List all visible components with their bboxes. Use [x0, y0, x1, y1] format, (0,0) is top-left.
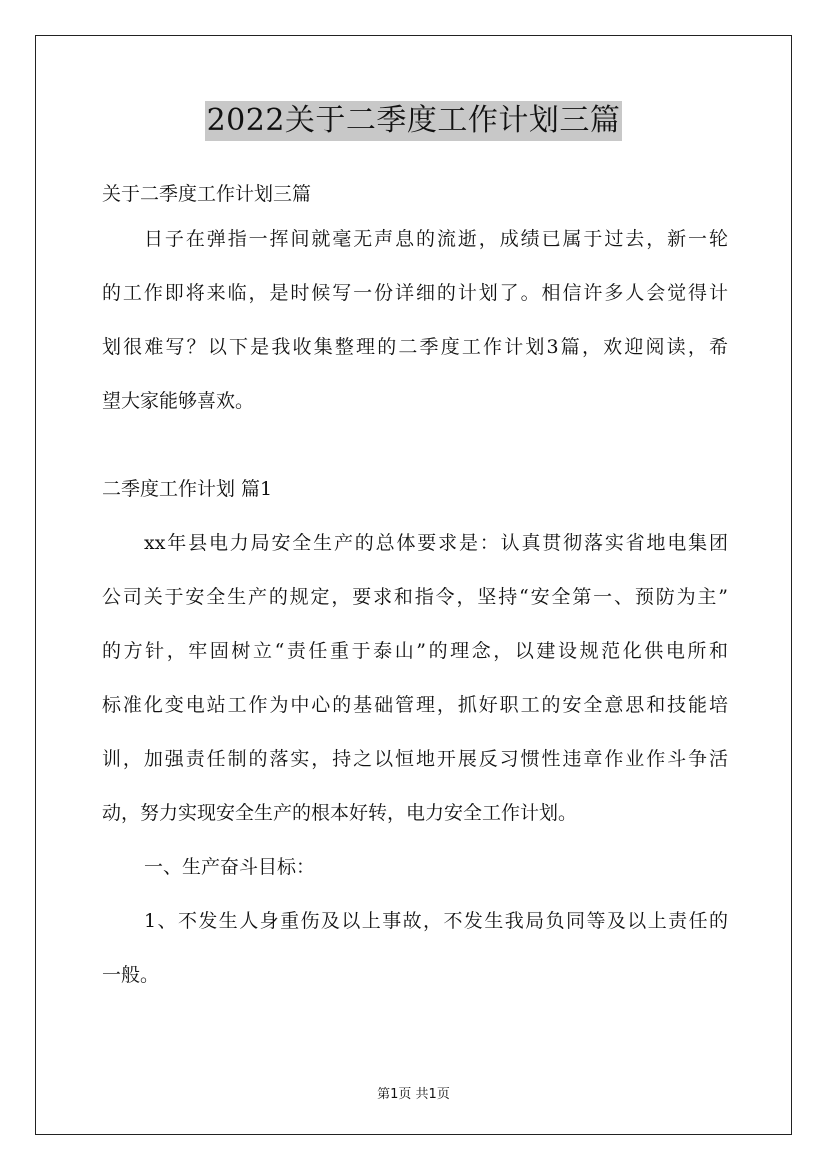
- paragraph-line: 望大家能够喜欢。: [102, 390, 255, 412]
- goal-paragraph: [102, 894, 728, 1002]
- intro-paragraph: [102, 212, 728, 428]
- paragraph-line: 1、不发生人身重伤及以上事故，不发生我局负同等及以上责任的: [144, 910, 728, 932]
- paragraph-line: 训，加强责任制的落实，持之以恒地开展反习惯性违章作业作斗争活: [102, 748, 728, 770]
- document-subtitle: 关于二季度工作计划三篇: [102, 183, 312, 205]
- goal-heading: 一、生产奋斗目标：: [144, 856, 316, 878]
- paragraph-line: 一般。: [102, 964, 160, 986]
- section-paragraph: [102, 516, 728, 840]
- page-footer: 第1页 共1页: [377, 1087, 450, 1102]
- section-heading: 二季度工作计划 篇1: [102, 478, 273, 500]
- paragraph-line: xx年县电力局安全生产的总体要求是：认真贯彻落实省地电集团: [144, 532, 728, 554]
- document-title: 2022关于二季度工作计划三篇: [205, 101, 623, 141]
- paragraph-line: 的方针，牢固树立“责任重于泰山”的理念，以建设规范化供电所和: [102, 640, 728, 662]
- goal-heading-block: [102, 840, 728, 894]
- paragraph-line: 日子在弹指一挥间就毫无声息的流逝，成绩已属于过去，新一轮: [144, 228, 728, 250]
- paragraph-line: 动，努力实现安全生产的根本好转，电力安全工作计划。: [102, 802, 578, 824]
- paragraph-line: 公司关于安全生产的规定，要求和指令，坚持“安全第一、预防为主”: [102, 586, 728, 608]
- paragraph-line: 标准化变电站工作为中心的基础管理，抓好职工的安全意思和技能培: [102, 694, 728, 716]
- document-body: [102, 176, 728, 1002]
- paragraph-line: 划很难写？以下是我收集整理的二季度工作计划3篇，欢迎阅读，希: [102, 336, 728, 358]
- title-container: [0, 101, 827, 141]
- spacer: [102, 428, 728, 462]
- paragraph-line: 的工作即将来临，是时候写一份详细的计划了。相信许多人会觉得计: [102, 282, 728, 304]
